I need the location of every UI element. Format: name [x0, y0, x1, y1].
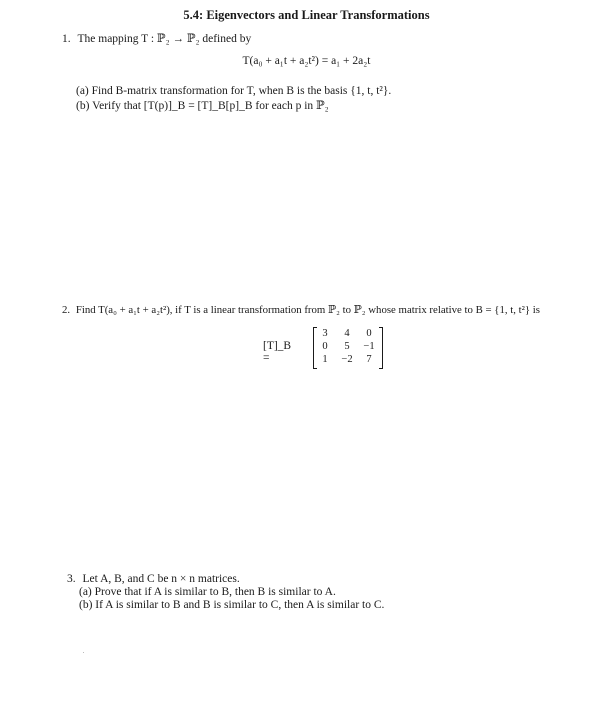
matrix-cell: 3 — [322, 328, 328, 339]
matrix-row — [314, 328, 382, 341]
problem-1-equation: T(a₀ + a₁t + a₂t²) = a₁ + 2a₂t — [242, 55, 371, 67]
matrix-T-B — [313, 327, 383, 369]
matrix-cell: 5 — [344, 341, 350, 352]
problem-1 — [62, 31, 251, 45]
problem-1-part-a: (a) Find B-matrix transformation for T, when B is the basis {1, t, t²}. — [76, 85, 392, 97]
problem-3-number: 3. — [67, 573, 76, 585]
problem-1-number: 1. — [62, 33, 71, 45]
matrix-cell: 7 — [366, 354, 372, 365]
matrix-label: [T]_B = — [263, 340, 292, 364]
problem-2 — [62, 303, 540, 316]
problem-3-part-a: (a) Prove that if A is similar to B, then B is similar to A. — [79, 586, 336, 598]
problem-1-part-b: (b) Verify that [T(p)]_B = [T]_B[p]_B for each p in ℙ₂ — [76, 100, 329, 112]
matrix-cell: 1 — [322, 354, 328, 365]
matrix-row — [314, 354, 382, 367]
problem-3-part-b: (b) If A is similar to B and B is similar to C, then A is similar to C. — [79, 599, 385, 611]
matrix-cell: 0 — [322, 341, 328, 352]
matrix-row — [314, 341, 382, 354]
problem-2-statement: Find T(a₀ + a₁t + a₂t²), if T is a linear transformation from ℙ₂ to ℙ₂ whose matrix relative to B = {1, t, t²} is — [75, 304, 540, 316]
matrix-cell: −2 — [341, 354, 353, 365]
matrix-cell: 0 — [366, 328, 372, 339]
page-title: 5.4: Eigenvectors and Linear Transformations — [183, 8, 430, 22]
problem-3-statement: Let A, B, and C be n × n matrices. — [82, 573, 240, 585]
matrix-cell: −1 — [363, 341, 375, 352]
scan-speck — [83, 652, 84, 653]
matrix-cell: 4 — [344, 328, 350, 339]
problem-2-number: 2. — [62, 304, 71, 316]
problem-1-statement: The mapping T : ℙ₂ → ℙ₂ defined by — [77, 33, 252, 45]
problem-3 — [67, 573, 240, 585]
